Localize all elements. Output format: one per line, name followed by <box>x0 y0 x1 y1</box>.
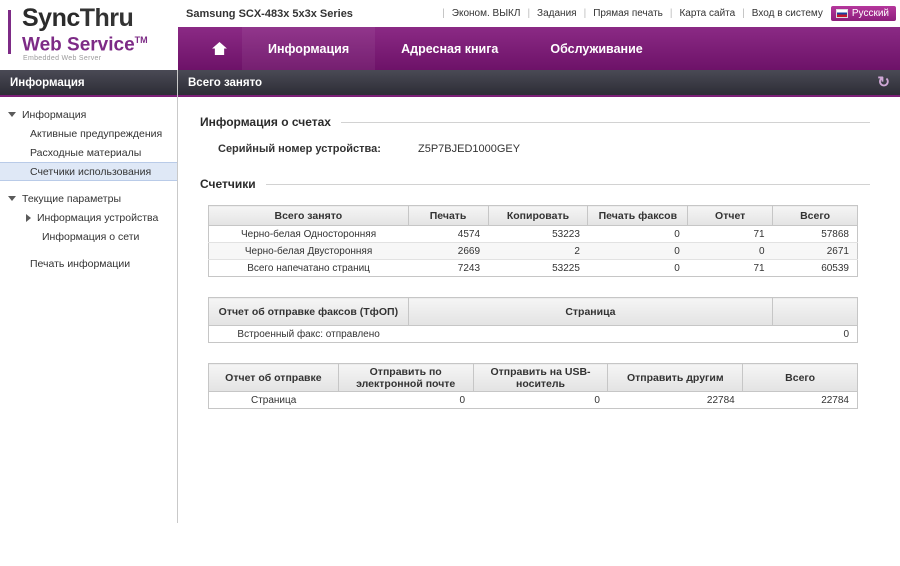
cell-total: 22784 <box>821 394 849 406</box>
col-send-usb: Отправить на USB-носитель <box>473 364 608 392</box>
sidebar-item-label: Активные предупреждения <box>30 127 163 140</box>
col-print: Печать <box>408 206 488 226</box>
table-row <box>209 243 858 260</box>
sidebar-item-label: Печать информации <box>30 257 131 270</box>
counters-block <box>200 177 870 409</box>
link-separator: | <box>442 8 445 19</box>
nav-home-button[interactable] <box>196 27 242 70</box>
brand-line-1 <box>14 6 178 30</box>
counters-table-2-wrap <box>200 297 870 343</box>
col-send-other: Отправить другим <box>608 364 743 392</box>
counters-title-text: Счетчики <box>200 177 256 191</box>
link-sitemap[interactable]: Карта сайта <box>679 8 736 19</box>
russian-flag-icon <box>836 9 848 18</box>
row-label: Страница <box>250 394 297 406</box>
counters-table-2 <box>208 297 858 343</box>
nav-item-label: Адресная книга <box>401 41 499 56</box>
counters-table-1 <box>208 205 858 277</box>
cell-total: 60539 <box>821 262 849 274</box>
sidebar <box>0 70 178 523</box>
sidebar-item-label: Счетчики использования <box>30 165 152 178</box>
col-blank <box>773 298 858 326</box>
cell-send-usb: 0 <box>594 394 600 406</box>
col-page: Страница <box>408 298 772 326</box>
table-header-row <box>209 364 858 392</box>
cell-print: 4574 <box>408 226 488 243</box>
nav-item-information[interactable] <box>242 27 375 70</box>
brand-accent-bar <box>8 10 11 54</box>
col-send-email: Отправить по электронной почте <box>338 364 473 392</box>
page-header <box>0 0 900 70</box>
col-report: Отчет <box>688 206 773 226</box>
language-label: Русский <box>851 8 889 19</box>
cell-copy: 53223 <box>488 226 588 243</box>
table-header-row <box>209 298 858 326</box>
sidebar-item-label: Текущие параметры <box>22 192 121 205</box>
main-panel-title-bar <box>178 70 900 97</box>
cell-print: 7243 <box>457 262 481 274</box>
home-icon <box>212 42 227 55</box>
device-bar <box>178 0 900 27</box>
account-info-title <box>200 115 870 129</box>
sidebar-item-label: Расходные материалы <box>30 146 142 159</box>
col-copy: Копировать <box>488 206 588 226</box>
cell-total: 2671 <box>773 243 858 260</box>
brand-line-3: Embedded Web Server <box>23 55 102 63</box>
counters-table-1-wrap <box>200 205 870 277</box>
sidebar-item-label: Информация о сети <box>42 230 140 243</box>
main-nav <box>178 27 900 70</box>
serial-number-value: Z5P7BJED1000GEY <box>418 143 521 155</box>
cell-send-other: 22784 <box>706 394 735 406</box>
sidebar-item-print-information[interactable] <box>0 254 177 273</box>
link-jobs[interactable]: Задания <box>537 8 577 19</box>
cell-fax-print: 0 <box>588 226 688 243</box>
refresh-icon[interactable]: ↻ <box>877 74 890 91</box>
sidebar-item-label: Информация <box>22 108 87 121</box>
main-content <box>178 70 900 523</box>
row-label: Черно-белая Двусторонняя <box>209 243 409 260</box>
cell-report: 71 <box>753 262 765 274</box>
device-model-label: Samsung SCX-483x 5x3x Series <box>186 7 353 20</box>
sidebar-item-usage-counters[interactable] <box>0 162 177 181</box>
serial-number-label: Серийный номер устройства: <box>218 143 381 155</box>
cell-page <box>408 326 772 343</box>
counters-table-3 <box>208 363 858 409</box>
table-header-row <box>209 206 858 226</box>
brand-trademark: TM <box>134 35 148 45</box>
link-separator: | <box>669 8 673 19</box>
page-body <box>0 70 900 523</box>
col-total-used: Всего занято <box>209 206 409 226</box>
account-info-title-text: Информация о счетах <box>200 115 331 129</box>
sidebar-item-network-information[interactable] <box>0 227 177 246</box>
brand-logo[interactable] <box>0 0 178 70</box>
cell-report: 71 <box>688 226 773 243</box>
col-total: Всего <box>773 206 858 226</box>
sidebar-item-current-settings[interactable] <box>0 189 177 208</box>
serial-number-row <box>218 143 870 155</box>
chevron-down-icon[interactable] <box>8 112 16 117</box>
header-links <box>435 0 896 27</box>
brand-webservice-text: Web Service <box>22 34 135 56</box>
nav-item-address-book[interactable] <box>375 27 524 70</box>
brand-line-2 <box>14 30 178 55</box>
sidebar-item-supplies[interactable] <box>0 143 177 162</box>
sidebar-item-information[interactable] <box>0 105 177 124</box>
table-row <box>209 326 858 343</box>
cell-fax-print: 0 <box>588 243 688 260</box>
col-send-report: Отчет об отправке <box>209 364 339 392</box>
cell-print: 2669 <box>408 243 488 260</box>
brand-sync-text: Sync <box>22 4 80 32</box>
col-fax-send-report: Отчет об отправке факсов (ТфОП) <box>209 298 409 326</box>
brand-thru-text: Thru <box>79 4 134 32</box>
nav-item-label: Обслуживание <box>550 41 643 56</box>
chevron-down-icon[interactable] <box>8 196 16 201</box>
link-separator: | <box>583 8 587 19</box>
sidebar-item-label: Информация устройства <box>37 211 159 224</box>
cell-send-email: 0 <box>459 394 466 406</box>
cell-total: 57868 <box>773 226 858 243</box>
link-separator: | <box>742 8 745 19</box>
cell-copy: 53225 <box>552 262 580 274</box>
sidebar-title: Информация <box>0 70 177 97</box>
nav-item-maintenance[interactable] <box>524 27 668 70</box>
header-right <box>178 0 900 70</box>
chevron-right-icon[interactable] <box>26 214 31 222</box>
link-eco-off[interactable]: Эконом. ВЫКЛ <box>451 8 521 19</box>
main-inner <box>178 97 900 431</box>
account-info-block <box>200 115 870 155</box>
row-label: Всего напечатано страниц <box>247 262 370 274</box>
row-label: Черно-белая Односторонняя <box>209 226 409 243</box>
sidebar-item-active-alerts[interactable] <box>0 124 177 143</box>
cell-report: 0 <box>688 243 773 260</box>
nav-item-label: Информация <box>268 41 350 56</box>
col-total: Всего <box>743 364 858 392</box>
cell-fax-print: 0 <box>674 262 680 274</box>
language-selector[interactable] <box>831 6 896 21</box>
counters-title <box>200 177 870 191</box>
sidebar-tree <box>0 97 177 273</box>
sidebar-item-device-information[interactable] <box>0 208 177 227</box>
link-login[interactable]: Вход в систему <box>751 8 823 19</box>
cell-value: 0 <box>843 328 849 340</box>
table-row <box>209 260 858 277</box>
row-label: Встроенный факс: отправлено <box>237 328 380 340</box>
cell-copy: 2 <box>488 243 588 260</box>
table-row <box>209 226 858 243</box>
col-fax-print: Печать факсов <box>588 206 688 226</box>
main-panel-title: Всего занято <box>188 76 263 89</box>
counters-table-3-wrap <box>200 363 870 409</box>
link-separator: | <box>527 8 531 19</box>
link-direct-print[interactable]: Прямая печать <box>593 8 663 19</box>
table-row <box>209 392 858 409</box>
